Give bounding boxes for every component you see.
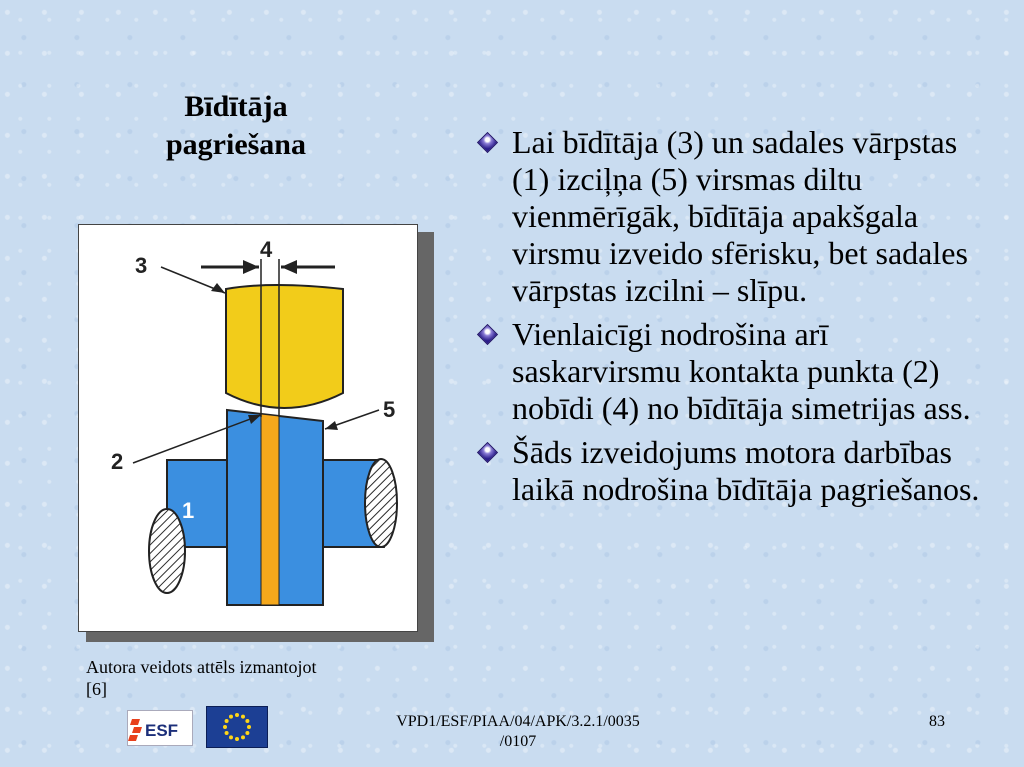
footer-code-line2: /0107 bbox=[499, 733, 537, 750]
footer-code-line1: VPD1/ESF/PIAA/04/APK/3.2.1/0035 bbox=[396, 713, 640, 730]
camshaft-right-section bbox=[365, 459, 397, 547]
tappet-diagram-svg bbox=[79, 225, 419, 633]
offset-strip bbox=[261, 414, 279, 605]
bullet-item bbox=[478, 434, 998, 508]
footer-project-code bbox=[358, 712, 678, 752]
label-5: 5 bbox=[383, 397, 396, 422]
label-2: 2 bbox=[111, 449, 124, 474]
bullet-text: Vienlaicīgi nodrošina arī saskarvirsmu kontakta punkta (2) nobīdi (4) no bīdītāja simetrijas ass. bbox=[512, 316, 971, 426]
bullet-text: Lai bīdītāja (3) un sadales vārpstas (1) izciļņa (5) virsmas diltu vienmērīgāk, bīdītāja apakšgala virsmu izveido sfērisku, bet sadales vārpstas izcilni – slīpu. bbox=[512, 124, 968, 308]
bullet-item bbox=[478, 316, 998, 427]
esf-logo bbox=[127, 710, 193, 746]
eu-stars-icon bbox=[207, 707, 267, 747]
figure-caption: Autora veidots attēls izmantojot [6] bbox=[86, 657, 317, 699]
label-4: 4 bbox=[260, 237, 273, 262]
eu-flag-icon bbox=[206, 706, 268, 748]
label-1: 1 bbox=[182, 498, 195, 523]
slide-title: Bīdītāja pagriešana bbox=[165, 90, 306, 161]
bullet-text: Šāds izveidojums motora darbības laikā nodrošina bīdītāja pagriešanos. bbox=[512, 434, 980, 507]
bullet-item bbox=[478, 124, 998, 309]
diamond-bullet-icon bbox=[477, 324, 498, 345]
label-3: 3 bbox=[135, 253, 148, 278]
page-number: 83 bbox=[929, 713, 945, 730]
bullet-list bbox=[478, 124, 998, 515]
tappet-body bbox=[226, 285, 343, 408]
camshaft-left-section bbox=[149, 509, 185, 593]
esf-logo-text: ESF bbox=[145, 721, 179, 740]
diamond-bullet-icon bbox=[477, 132, 498, 153]
diamond-bullet-icon bbox=[477, 442, 498, 463]
dimension-arrow-left bbox=[243, 260, 259, 274]
dimension-arrow-right bbox=[281, 260, 297, 274]
tappet-diagram bbox=[78, 224, 418, 632]
